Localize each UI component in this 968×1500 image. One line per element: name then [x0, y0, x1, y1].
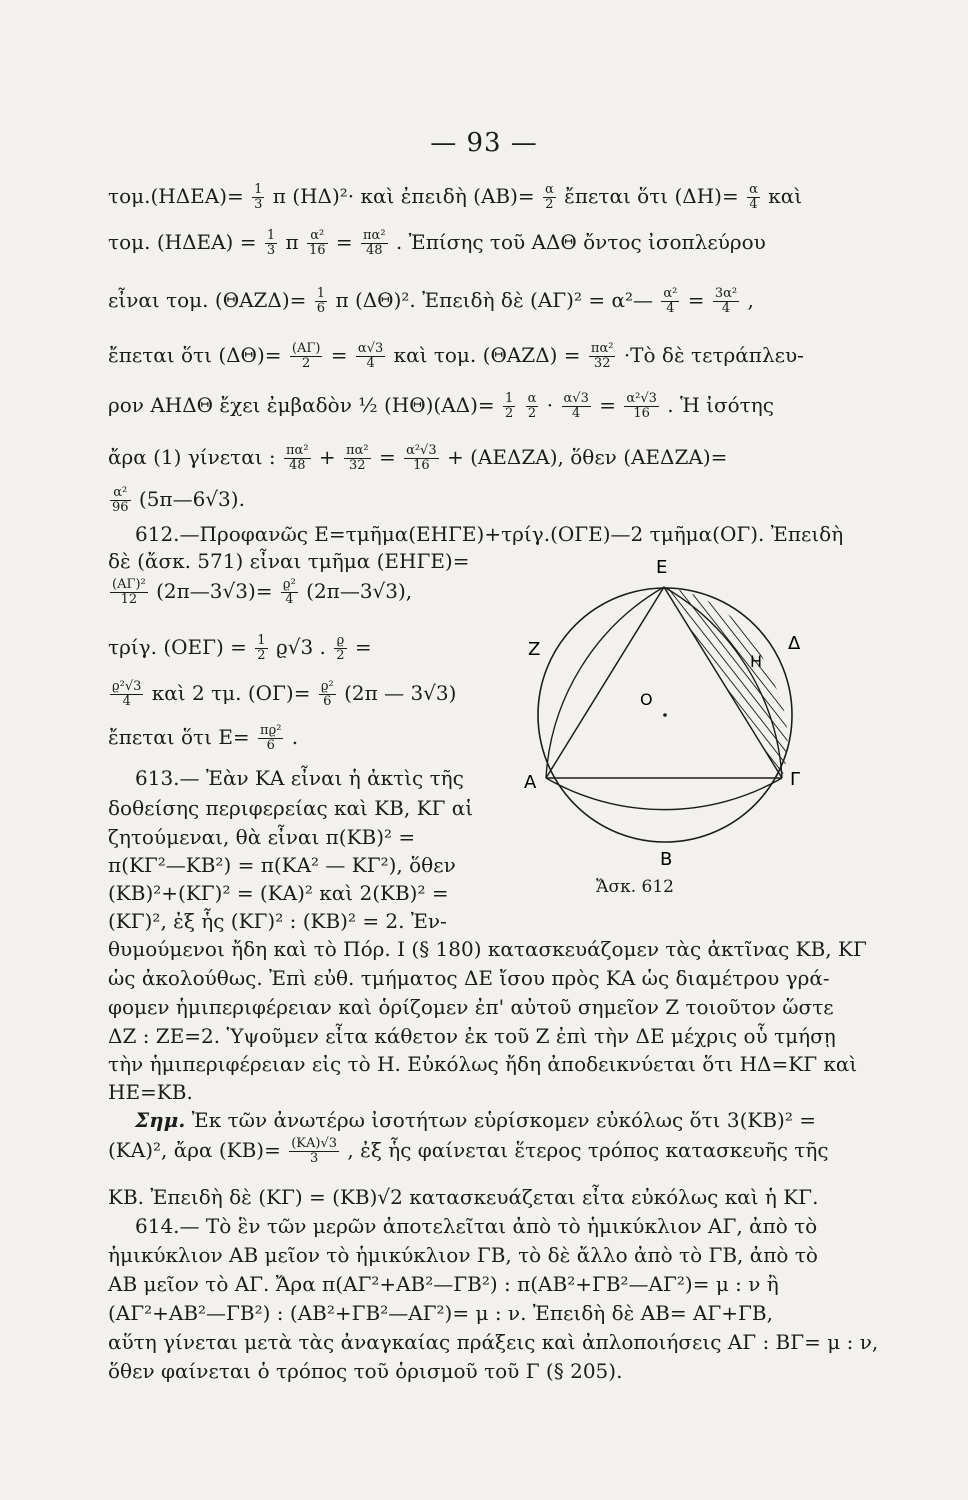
text-span: =: [354, 635, 372, 659]
figure-caption: Ἄσκ. 612: [596, 877, 674, 897]
label-O: Ο: [640, 690, 653, 709]
text-span: καὶ: [768, 184, 803, 208]
text-line-7: [108, 486, 245, 515]
numerator: 1: [254, 182, 263, 197]
denominator: 16: [633, 406, 650, 421]
text-span: εἶναι τομ. (ΘΑΖΔ)=: [108, 288, 307, 312]
remark-label: Σημ.: [135, 1108, 186, 1132]
denominator: 32: [349, 458, 366, 473]
text-line-25: ΗΕ=ΚΒ.: [108, 1080, 193, 1104]
numerator: α²√3: [406, 443, 437, 458]
fraction: [543, 183, 556, 212]
numerator: πα²: [363, 228, 386, 243]
text-span: (2π — 3√3): [344, 681, 457, 705]
denominator: 3: [266, 243, 276, 258]
text-span: ἄρα (1) γίνεται :: [108, 445, 276, 469]
text-line-18: (ΚΒ)²+(ΚΓ)² = (ΚΑ)² καὶ 2(ΚΒ)² =: [108, 881, 449, 905]
denominator: 6: [323, 694, 332, 709]
numerator: α: [527, 391, 537, 406]
numerator: πα²: [286, 443, 309, 458]
fraction: [747, 183, 760, 212]
text-span: τρίγ. (ΟΕΓ) =: [108, 635, 247, 659]
text-span: + (ΑΕΔΖΑ), ὅθεν (ΑΕΔΖΑ)=: [446, 445, 728, 469]
fraction: [344, 444, 371, 473]
text-span: =: [335, 230, 353, 254]
numerator: πα²: [346, 443, 369, 458]
numerator: ϱ: [334, 634, 346, 649]
numerator: ϱ²√3: [112, 679, 142, 694]
text-line-34: ὅθεν φαίνεται ὁ τρόπος τοῦ ὁρισμοῦ τοῦ Γ (§ 205).: [108, 1359, 623, 1383]
numerator: 1: [257, 633, 266, 648]
text-line-8: 612.—Προφανῶς Ε=τμῆμα(ΕΗΓΕ)+τρίγ.(ΟΓΕ)—2 τμῆμα(ΟΓ). Ἐπειδὴ: [135, 522, 844, 546]
text-span: (ΚΑ)², ἄρα (ΚΒ)=: [108, 1138, 281, 1162]
text-span: (2π—3√3)=: [156, 579, 273, 603]
denominator: 6: [266, 738, 275, 753]
text-span: τομ. (ΗΔΕΑ) =: [108, 230, 257, 254]
fraction: [334, 634, 346, 663]
text-line-27: [108, 1137, 829, 1166]
text-span: ·Τὸ δὲ τετράπλευ-: [623, 343, 804, 367]
geometry-figure: [510, 545, 830, 905]
fraction: [284, 444, 311, 473]
text-span: καὶ τομ. (ΘΑΖΔ) =: [393, 343, 581, 367]
fraction: [110, 578, 148, 607]
denominator: 4: [572, 406, 581, 421]
text-span: ,: [747, 288, 754, 312]
numerator: α: [545, 182, 554, 197]
fraction: [503, 392, 515, 421]
text-line-29: 614.— Τὸ ἓν τῶν μερῶν ἀποτελεῖται ἀπὸ τὸ ἡμικύκλιον ΑΓ, ἀπὸ τὸ: [135, 1214, 818, 1238]
text-span: (2π—3√3),: [306, 579, 413, 603]
fraction: [356, 342, 385, 371]
text-line-33: αὕτη γίνεται μετὰ τὰς ἀναγκαίας πράξεις καὶ ἀπλοποιήσεις ΑΓ : ΒΓ= μ : ν,: [108, 1330, 879, 1354]
text-span: =: [687, 288, 705, 312]
text-line-13: [108, 724, 298, 753]
text-line-6: [108, 444, 727, 473]
text-span: ρον ΑΗΔΘ ἔχει ἐμβαδὸν ½ (ΗΘ)(ΑΔ)=: [108, 393, 495, 417]
label-B: Β: [660, 849, 673, 870]
label-H: Η: [750, 652, 763, 671]
page-number: — 93 —: [430, 128, 538, 158]
numerator: α²: [663, 286, 678, 301]
denominator: 2: [505, 406, 514, 421]
fraction: [526, 392, 539, 421]
denominator: 4: [749, 197, 758, 212]
denominator: 48: [289, 458, 306, 473]
numerator: α²√3: [626, 391, 657, 406]
text-span: . Ἐπίσης τοῦ ΑΔΘ ὄντος ἰσοπλεύρου: [395, 230, 766, 254]
fraction: [110, 486, 131, 515]
fraction: [315, 287, 327, 316]
text-line-12: [108, 680, 456, 709]
fraction: [713, 287, 739, 316]
numerator: (ΚΑ)√3: [291, 1136, 338, 1151]
denominator: 6: [316, 301, 326, 316]
label-G: Γ: [790, 769, 801, 790]
fraction: [252, 183, 264, 212]
text-span: τομ.(ΗΔΕΑ)=: [108, 184, 244, 208]
text-line-11: [108, 634, 372, 663]
hatched-segment: [610, 565, 910, 795]
numerator: α: [749, 182, 758, 197]
text-span: (5π—6√3).: [138, 487, 245, 511]
denominator: 2: [336, 648, 345, 663]
denominator: 32: [593, 356, 611, 371]
text-span: καὶ 2 τμ. (ΟΓ)=: [151, 681, 311, 705]
text-span: π (ΗΔ)²· καὶ ἐπειδὴ (ΑΒ)=: [272, 184, 535, 208]
fraction: [289, 1137, 339, 1166]
denominator: 2: [302, 356, 311, 371]
text-line-1: [108, 183, 802, 212]
fraction: [265, 229, 277, 258]
numerator: α√3: [357, 341, 384, 356]
denominator: 3: [309, 1151, 319, 1166]
label-Z: Ζ: [528, 639, 541, 660]
text-line-22: φομεν ἡμιπεριφέρειαν καὶ ὁρίζομεν ἐπ' αὐτοῦ σημεῖον Ζ τοιοῦτον ὥστε: [108, 995, 834, 1019]
text-line-16: ζητούμεναι, θὰ εἶναι π(ΚΒ)² =: [108, 825, 416, 849]
numerator: (ΑΓ)²: [112, 577, 146, 592]
text-span: ϱ√3 .: [275, 635, 326, 659]
text-span: =: [378, 445, 396, 469]
fraction: [624, 392, 659, 421]
text-line-20: θυμούμενοι ἤδη καὶ τὸ Πόρ. I (§ 180) κατασκευάζομεν τὰς ἀκτῖνας ΚΒ, ΚΓ: [108, 937, 867, 961]
center-point: [663, 713, 667, 717]
text-line-26: [135, 1108, 816, 1132]
denominator: 16: [413, 458, 430, 473]
text-line-3: [108, 287, 754, 316]
denominator: 96: [112, 500, 129, 515]
text-line-31: ΑΒ μεῖον τὸ ΑΓ. Ἄρα π(ΑΓ²+ΑΒ²—ΓΒ²) : π(ΑΒ²+ΓΒ²—ΑΓ²)= μ : ν ἢ: [108, 1272, 779, 1296]
fraction: [589, 342, 616, 371]
side-EA: [546, 587, 664, 778]
text-span: ἔπεται ὅτι Ε=: [108, 725, 250, 749]
numerator: πϱ²: [260, 723, 282, 738]
text-line-24: τὴν ἡμιπεριφέρειαν εἰς τὸ Η. Εὐκόλως ἤδη ἀποδεικνύεται ὅτι ΗΔ=ΚΓ καὶ: [108, 1052, 858, 1076]
text-span: , ἐξ ἧς φαίνεται ἕτερος τρόπος κατασκευῆς τῆς: [347, 1138, 829, 1162]
denominator: 16: [308, 243, 326, 258]
denominator: 3: [254, 197, 263, 212]
denominator: 12: [120, 592, 138, 607]
numerator: α√3: [563, 391, 589, 406]
text-span: ἔπεται ὅτι (ΔΘ)=: [108, 343, 282, 367]
numerator: 1: [316, 286, 326, 301]
label-D: Δ: [788, 633, 801, 654]
text-line-15: δοθείσης περιφερείας καὶ ΚΒ, ΚΓ αἱ: [108, 796, 474, 820]
text-span: =: [330, 343, 348, 367]
text-span: .: [291, 725, 299, 749]
fraction: [319, 680, 336, 709]
numerator: α²: [307, 229, 328, 244]
denominator: 4: [366, 356, 375, 371]
text-span: =: [599, 393, 616, 417]
denominator: 2: [545, 197, 554, 212]
numerator: 1: [266, 228, 276, 243]
denominator: 4: [721, 301, 731, 316]
fraction: [281, 578, 298, 607]
arc-AG: [546, 778, 782, 810]
denominator: 2: [527, 406, 537, 421]
text-line-21: ὡς ἀκολούθως. Ἐπὶ εὐθ. τμήματος ΔΕ ἴσου πρὸς ΚΑ ὡς διαμέτρου γρά-: [108, 966, 830, 990]
fraction: [255, 634, 267, 663]
text-line-28: ΚΒ. Ἐπειδὴ δὲ (ΚΓ) = (ΚΒ)√2 κατασκευάζεται εἶτα εὐκόλως καὶ ἡ ΚΓ.: [108, 1185, 819, 1209]
text-line-2: [108, 229, 766, 258]
numerator: ϱ²: [282, 577, 296, 592]
text-line-23: ΔΖ : ΖΕ=2. Ὑψοῦμεν εἶτα κάθετον ἐκ τοῦ Ζ ἐπὶ τὴν ΔΕ μέχρις οὗ τμήσῃ: [108, 1024, 836, 1048]
text-line-5: [108, 392, 774, 421]
label-A: Α: [524, 772, 537, 793]
text-span: . Ἡ ἰσότης: [667, 393, 774, 417]
text-line-19: (ΚΓ)², ἐξ ἧς (ΚΓ)² : (ΚΒ)² = 2. Ἐν-: [108, 909, 447, 933]
denominator: 4: [122, 694, 131, 709]
denominator: 2: [257, 648, 266, 663]
text-span: π: [285, 230, 299, 254]
text-span: ἔπεται ὅτι (ΔΗ)=: [564, 184, 739, 208]
numerator: 1: [505, 391, 514, 406]
text-line-9: δὲ (ἄσκ. 571) εἶναι τμῆμα (ΕΗΓΕ)=: [108, 549, 470, 573]
fraction: [661, 287, 679, 316]
fraction: [307, 229, 328, 258]
numerator: α²: [110, 486, 131, 501]
label-E: Ε: [656, 557, 668, 578]
text-span: +: [318, 445, 336, 469]
text-line-17: π(ΚΓ²—ΚΒ²) = π(ΚΑ² — ΚΓ²), ὅθεν: [108, 853, 456, 877]
fraction: [404, 444, 439, 473]
numerator: (ΑΓ): [291, 341, 321, 356]
fraction: [562, 392, 591, 421]
numerator: πα²: [590, 341, 614, 356]
denominator: 4: [666, 301, 675, 316]
text-line-4: [108, 342, 804, 371]
fraction: [258, 724, 283, 753]
denominator: 4: [285, 592, 294, 607]
denominator: 48: [366, 243, 383, 258]
numerator: 3α²: [714, 286, 738, 301]
text-span: ·: [546, 393, 554, 417]
text-line-30: ἡμικύκλιον ΑΒ μεῖον τὸ ἡμικύκλιον ΓΒ, τὸ δὲ ἄλλο ἀπὸ τὸ ΓΒ, ἀπὸ τὸ: [108, 1243, 818, 1267]
fraction: [361, 229, 388, 258]
text-line-32: (ΑΓ²+ΑΒ²—ΓΒ²) : (ΑΒ²+ΓΒ²—ΑΓ²)= μ : ν. Ἐπειδὴ δὲ ΑΒ= ΑΓ+ΓΒ,: [108, 1301, 773, 1325]
text-span: Ἐκ τῶν ἀνωτέρω ἰσοτήτων εὑρίσκομεν εὐκόλως ὅτι 3(ΚΒ)² =: [191, 1108, 816, 1132]
fraction: [110, 680, 143, 709]
text-span: π (ΔΘ)². Ἐπειδὴ δὲ (ΑΓ)² = α²—: [335, 288, 653, 312]
text-line-14: 613.— Ἐὰν ΚΑ εἶναι ἡ ἀκτὶς τῆς: [135, 766, 464, 790]
numerator: ϱ²: [320, 679, 334, 694]
figure-svg: [510, 545, 830, 905]
text-line-10: [108, 578, 412, 607]
fraction: [290, 342, 323, 371]
